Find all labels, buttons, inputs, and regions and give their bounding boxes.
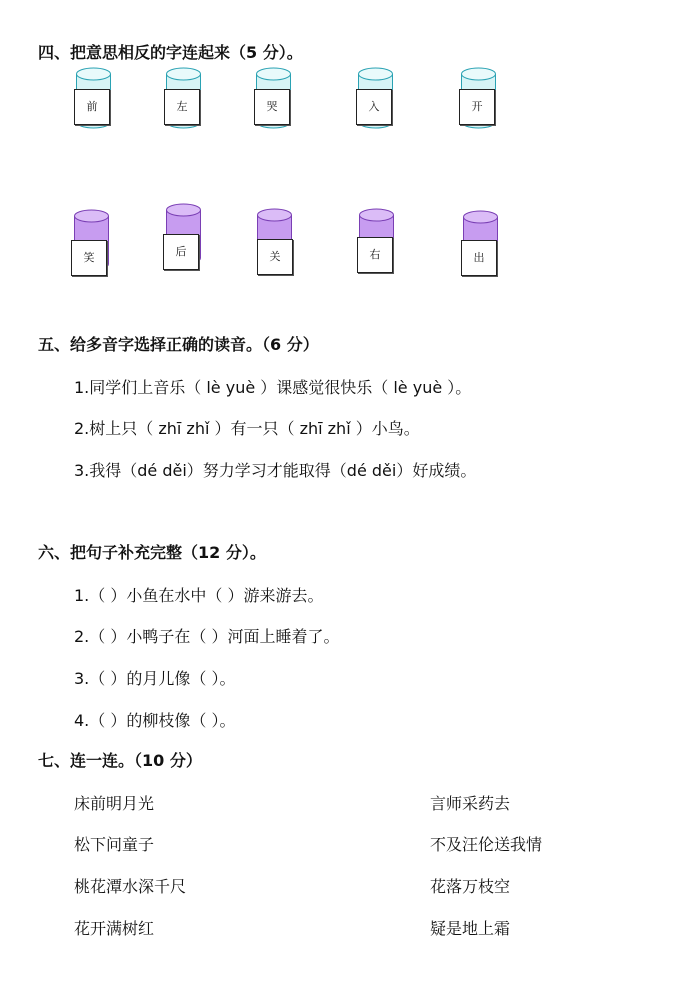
char-card-top-5[interactable]: 开 — [459, 89, 495, 125]
section-7-heading: 七、连一连。（10 分） — [38, 751, 202, 770]
match-left-4[interactable]: 花开满树红 — [74, 919, 155, 938]
char-card-bottom-2[interactable]: 后 — [163, 234, 199, 270]
match-right-4[interactable]: 疑是地上霜 — [430, 919, 511, 938]
section-4-heading: 四、把意思相反的字连起来（5 分）。 — [38, 43, 303, 62]
char-card-top-2[interactable]: 左 — [164, 89, 200, 125]
match-left-3[interactable]: 桃花潭水深千尺 — [74, 877, 187, 896]
char-card-bottom-4[interactable]: 右 — [357, 237, 393, 273]
section-6-heading: 六、把句子补充完整（12 分）。 — [38, 543, 266, 562]
match-left-2[interactable]: 松下问童子 — [74, 835, 155, 854]
pinyin-question-1: 1.同学们上音乐（ lè yuè ）课感觉很快乐（ lè yuè ）。 — [74, 378, 472, 397]
match-right-3[interactable]: 花落万枝空 — [430, 877, 511, 896]
match-right-1[interactable]: 言师采药去 — [430, 794, 511, 813]
char-card-top-4[interactable]: 入 — [356, 89, 392, 125]
sentence-question-2: 2.（ ）小鸭子在（ ）河面上睡着了。 — [74, 627, 340, 646]
char-card-top-3[interactable]: 哭 — [254, 89, 290, 125]
sentence-question-3: 3.（ ）的月儿像（ ）。 — [74, 669, 236, 688]
char-card-bottom-1[interactable]: 笑 — [71, 240, 107, 276]
match-right-2[interactable]: 不及汪伦送我情 — [430, 835, 543, 854]
match-left-1[interactable]: 床前明月光 — [74, 794, 155, 813]
char-card-bottom-3[interactable]: 关 — [257, 239, 293, 275]
section-5-heading: 五、给多音字选择正确的读音。（6 分） — [38, 335, 319, 354]
pinyin-question-2: 2.树上只（ zhī zhǐ ）有一只（ zhī zhǐ ）小鸟。 — [74, 419, 420, 438]
sentence-question-4: 4.（ ）的柳枝像（ ）。 — [74, 711, 236, 730]
pinyin-question-3: 3.我得（dé děi）努力学习才能取得（dé děi）好成绩。 — [74, 461, 477, 480]
char-card-top-1[interactable]: 前 — [74, 89, 110, 125]
char-card-bottom-5[interactable]: 出 — [461, 240, 497, 276]
sentence-question-1: 1.（ ）小鱼在水中（ ）游来游去。 — [74, 586, 324, 605]
